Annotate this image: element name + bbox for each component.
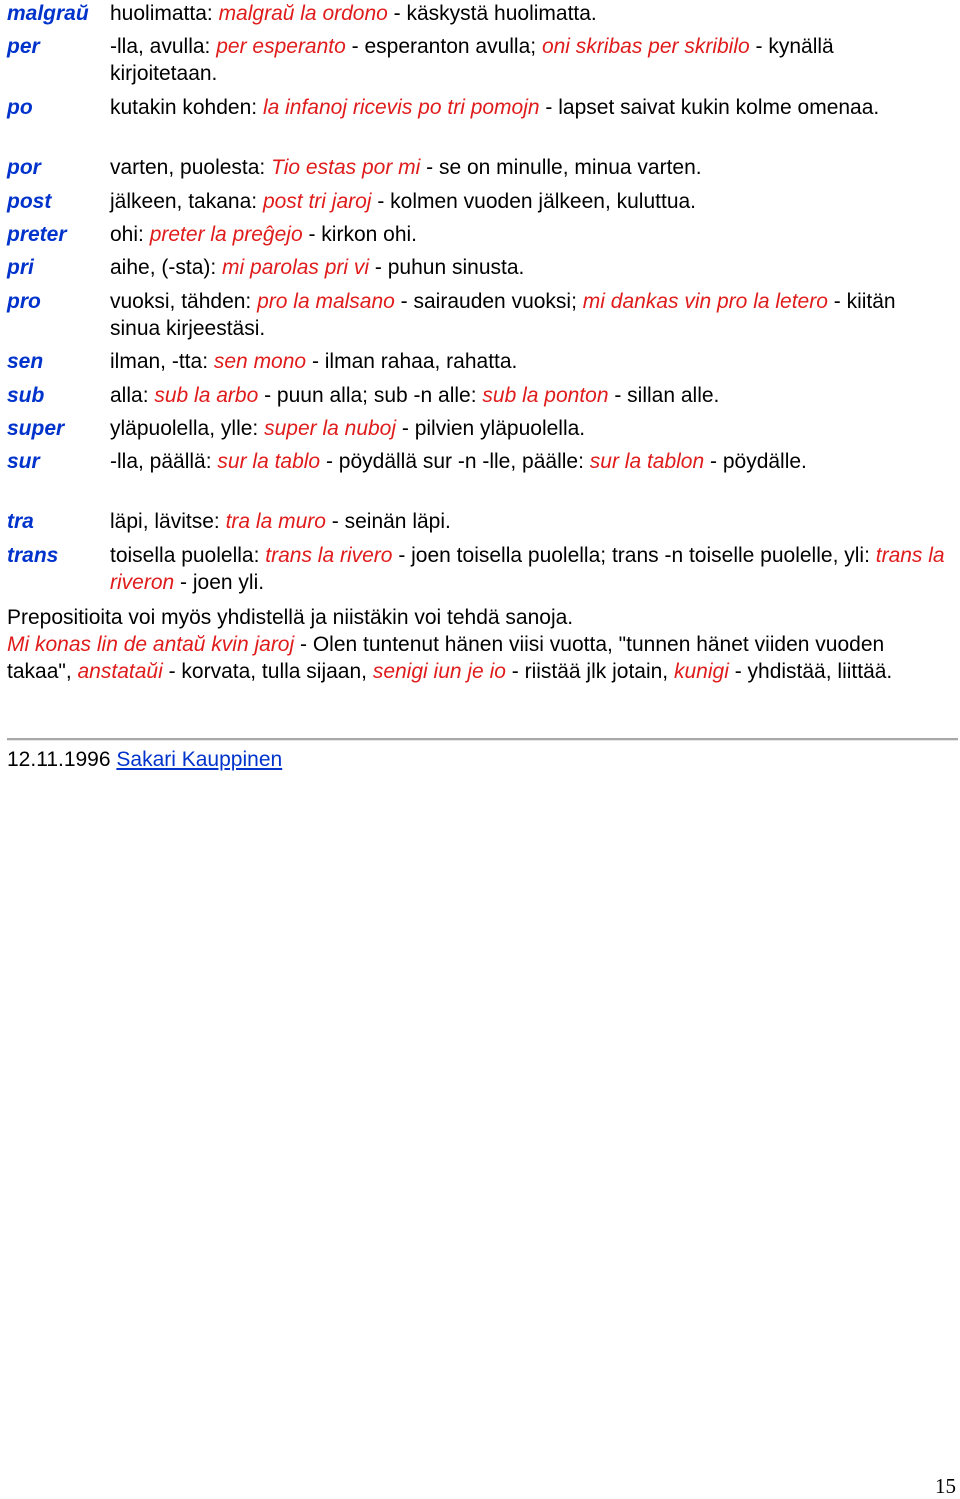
entry-term: per: [7, 35, 40, 58]
def-text: -lla, avulla:: [110, 35, 217, 58]
example-text: anstataŭi: [77, 660, 163, 683]
example-text: kunigi: [673, 660, 729, 683]
entry-term: super: [7, 417, 65, 440]
example-text: sur la tablon: [589, 450, 705, 473]
note-paragraph: [7, 604, 952, 685]
entry-definition: [110, 94, 945, 121]
def-text: - pilvien yläpuolella.: [396, 417, 586, 440]
entry-term: pro: [7, 290, 41, 313]
def-text: - riistää jlk jotain,: [505, 660, 674, 683]
def-text: - kynällä kirjoitetaan.: [110, 35, 834, 85]
entry-term: preter: [7, 223, 67, 246]
def-text: - lapset saivat kukin kolme omenaa.: [539, 96, 880, 119]
def-text: ohi:: [110, 223, 150, 246]
entry-term: sur: [7, 450, 40, 473]
example-text: sub la arbo: [154, 384, 259, 407]
example-text: super la nuboj: [264, 417, 397, 440]
example-text: oni skribas per skribilo: [541, 35, 750, 58]
example-text: trans la riveron: [110, 544, 945, 594]
example-text: sen mono: [213, 350, 307, 373]
example-text: sub la ponton: [482, 384, 609, 407]
def-text: - se on minulle, minua varten.: [420, 156, 702, 179]
def-text: - seinän läpi.: [325, 510, 451, 533]
example-text: tra la muro: [225, 510, 326, 533]
example-text: mi parolas pri vi: [222, 256, 370, 279]
entry-term: pri: [7, 256, 34, 279]
entry-definition: [110, 288, 945, 342]
example-text: trans la rivero: [265, 544, 393, 567]
def-text: vuoksi, tähden:: [110, 290, 258, 313]
page-number: 15: [935, 1474, 956, 1498]
def-text: - korvata, tulla sijaan,: [162, 660, 373, 683]
def-text: - joen yli.: [174, 571, 265, 594]
example-text: Tio estas por mi: [271, 156, 421, 179]
def-text: toisella puolella:: [110, 544, 266, 567]
entry-definition: [110, 188, 945, 215]
entry-definition: [110, 221, 945, 248]
example-text: per esperanto: [216, 35, 346, 58]
entry-term: malgraŭ: [7, 2, 89, 25]
def-text: - sairauden vuoksi;: [394, 290, 583, 313]
def-text: - ilman rahaa, rahatta.: [306, 350, 518, 373]
note-examples: [7, 631, 952, 685]
def-text: huolimatta:: [110, 2, 219, 25]
entry-definition: [110, 448, 945, 475]
def-text: läpi, lävitse:: [110, 510, 226, 533]
entry-definition: [110, 348, 945, 375]
entry-term: trans: [7, 544, 59, 567]
entry-term: tra: [7, 510, 34, 533]
horizontal-rule: [7, 738, 958, 741]
def-text: - puun alla; sub -n alle:: [258, 384, 483, 407]
entry-term: por: [7, 156, 41, 179]
def-text: - pöydälle.: [704, 450, 807, 473]
def-text: yläpuolella, ylle:: [110, 417, 265, 440]
def-text: - pöydällä sur -n -lle, päälle:: [320, 450, 590, 473]
entry-definition: [110, 508, 945, 535]
def-text: -lla, päällä:: [110, 450, 218, 473]
entry-definition: [110, 415, 945, 442]
example-text: sur la tablo: [217, 450, 321, 473]
entry-term: sub: [7, 384, 45, 407]
entry-definition: [110, 0, 945, 27]
example-text: pro la malsano: [257, 290, 395, 313]
def-text: - yhdistää, liittää.: [728, 660, 893, 683]
author-link[interactable]: Sakari Kauppinen: [116, 748, 283, 771]
entry-definition: [110, 382, 945, 409]
example-text: post tri jaroj: [262, 190, 372, 213]
entry-term: po: [7, 96, 33, 119]
def-text: ilman, -tta:: [110, 350, 214, 373]
def-text: - Olen tuntenut hänen viisi vuotta, "tunnen hänet viiden vuoden takaa",: [7, 633, 885, 683]
example-text: malgraŭ la ordono: [218, 2, 388, 25]
def-text: jälkeen, takana:: [110, 190, 263, 213]
entry-term: post: [7, 190, 52, 213]
def-text: - puhun sinusta.: [369, 256, 525, 279]
entry-definition: [110, 254, 945, 281]
entry-definition: [110, 33, 945, 87]
def-text: - kolmen vuoden jälkeen, kuluttua.: [371, 190, 697, 213]
def-text: varten, puolesta:: [110, 156, 272, 179]
footer: [7, 746, 282, 773]
example-text: la infanoj ricevis po tri pomojn: [262, 96, 540, 119]
def-text: - käskystä huolimatta.: [387, 2, 597, 25]
example-text: mi dankas vin pro la letero: [582, 290, 828, 313]
def-text: - kirkon ohi.: [302, 223, 418, 246]
example-text: senigi iun je io: [372, 660, 506, 683]
def-text: - esperanton avulla;: [345, 35, 542, 58]
example-text: preter la preĝejo: [149, 223, 303, 246]
note-line: Prepositioita voi myös yhdistellä ja niistäkin voi tehdä sanoja.: [7, 606, 574, 629]
def-text: alla:: [110, 384, 155, 407]
footer-date: 12.11.1996: [7, 748, 111, 771]
def-text: - sillan alle.: [608, 384, 720, 407]
entry-term: sen: [7, 350, 44, 373]
entry-definition: [110, 542, 945, 596]
def-text: - joen toisella puolella; trans -n toiselle puolelle, yli:: [392, 544, 876, 567]
example-text: Mi konas lin de antaŭ kvin jaroj: [7, 633, 295, 656]
def-text: kutakin kohden:: [110, 96, 263, 119]
def-text: - kiitän sinua kirjeestäsi.: [110, 290, 896, 340]
def-text: aihe, (-sta):: [110, 256, 223, 279]
entry-definition: [110, 154, 945, 181]
